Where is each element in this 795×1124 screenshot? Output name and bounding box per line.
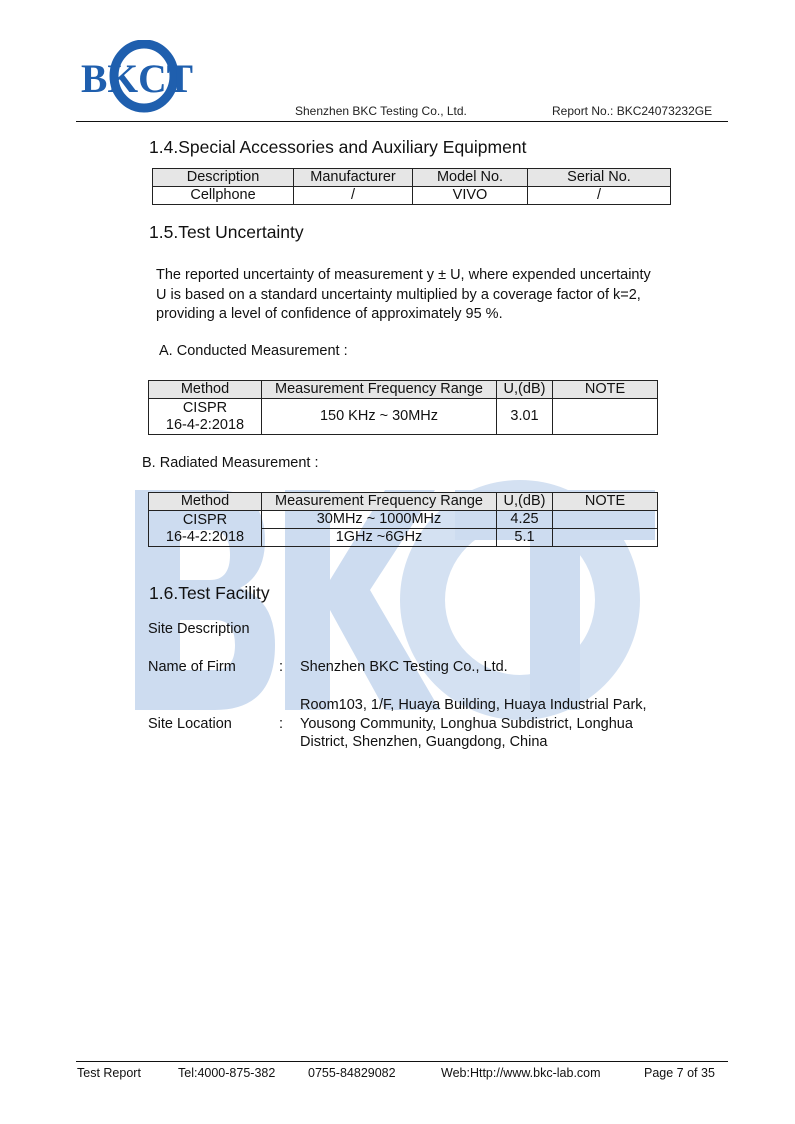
section-1-5-title: 1.5.Test Uncertainty	[149, 222, 304, 242]
cell-serial: /	[528, 187, 671, 205]
cell-note	[553, 399, 658, 435]
col-description: Description	[153, 169, 294, 187]
method-line: CISPR	[182, 399, 228, 416]
col-note: NOTE	[553, 493, 658, 511]
table-row	[153, 187, 671, 205]
cell-note	[553, 511, 658, 529]
section-1-4-title: 1.4.Special Accessories and Auxiliary Equipment	[149, 137, 527, 157]
firm-colon: :	[279, 659, 284, 675]
conducted-table	[148, 380, 658, 435]
cell-method	[149, 399, 262, 435]
col-model-no: Model No.	[413, 169, 528, 187]
method-line: 16-4-2:2018	[165, 528, 245, 545]
table-row	[149, 399, 658, 435]
location-line: Room103, 1/F, Huaya Building, Huaya Industrial Park,	[300, 697, 647, 713]
header-report-no: Report No.: BKC24073232GE	[552, 104, 713, 118]
col-serial-no: Serial No.	[528, 169, 671, 187]
accessories-table	[152, 168, 671, 205]
footer-test-report: Test Report	[77, 1066, 141, 1080]
location-line: Yousong Community, Longhua Subdistrict, Longhua	[300, 715, 633, 732]
cell-u: 3.01	[497, 399, 553, 435]
table-header-row	[149, 381, 658, 399]
col-range: Measurement Frequency Range	[262, 381, 497, 399]
cell-manufacturer: /	[294, 187, 413, 205]
header-company: Shenzhen BKC Testing Co., Ltd.	[295, 104, 467, 118]
footer-tel: Tel:4000-875-382	[178, 1066, 276, 1080]
header-divider	[76, 121, 728, 122]
table-header-row	[153, 169, 671, 187]
col-manufacturer: Manufacturer	[294, 169, 413, 187]
paragraph-line: providing a level of confidence of approximately 95 %.	[156, 306, 503, 322]
table-header-row	[149, 493, 658, 511]
col-method: Method	[149, 381, 262, 399]
site-description-label: Site Description	[148, 621, 250, 637]
location-label: Site Location	[148, 716, 232, 732]
col-note: NOTE	[553, 381, 658, 399]
cell-model: VIVO	[413, 187, 528, 205]
radiated-table	[148, 492, 658, 547]
method-line: 16-4-2:2018	[165, 416, 245, 433]
cell-description: Cellphone	[153, 187, 294, 205]
radiated-label: B. Radiated Measurement :	[142, 455, 319, 471]
firm-value: Shenzhen BKC Testing Co., Ltd.	[300, 659, 508, 675]
cell-range: 1GHz ~6GHz	[262, 529, 497, 547]
location-line: District, Shenzhen, Guangdong, China	[300, 734, 548, 750]
conducted-label: A. Conducted Measurement :	[159, 343, 348, 359]
cell-u: 4.25	[497, 511, 553, 529]
paragraph-line: U is based on a standard uncertainty multiplied by a coverage factor of k=2,	[156, 286, 641, 303]
method-line: CISPR	[182, 511, 228, 528]
logo-text: BKCT	[81, 56, 194, 101]
paragraph-line: The reported uncertainty of measurement y ± U, where expended uncertainty	[156, 267, 651, 283]
footer-phone: 0755-84829082	[308, 1066, 396, 1080]
uncertainty-paragraph	[156, 266, 726, 325]
footer-page: Page 7 of 35	[644, 1066, 715, 1080]
cell-range: 30MHz ~ 1000MHz	[262, 511, 497, 529]
cell-range: 150 KHz ~ 30MHz	[262, 399, 497, 435]
location-value	[300, 696, 720, 752]
col-u: U,(dB)	[497, 493, 553, 511]
table-row	[149, 511, 658, 529]
bkct-logo	[78, 40, 196, 118]
footer-web: Web:Http://www.bkc-lab.com	[441, 1066, 601, 1080]
section-1-6-title: 1.6.Test Facility	[149, 583, 270, 603]
cell-method	[149, 511, 262, 547]
footer-divider	[76, 1061, 728, 1062]
location-colon: :	[279, 716, 284, 732]
col-u: U,(dB)	[497, 381, 553, 399]
cell-note	[553, 529, 658, 547]
cell-u: 5.1	[497, 529, 553, 547]
col-range: Measurement Frequency Range	[262, 493, 497, 511]
col-method: Method	[149, 493, 262, 511]
firm-label: Name of Firm	[148, 659, 236, 675]
